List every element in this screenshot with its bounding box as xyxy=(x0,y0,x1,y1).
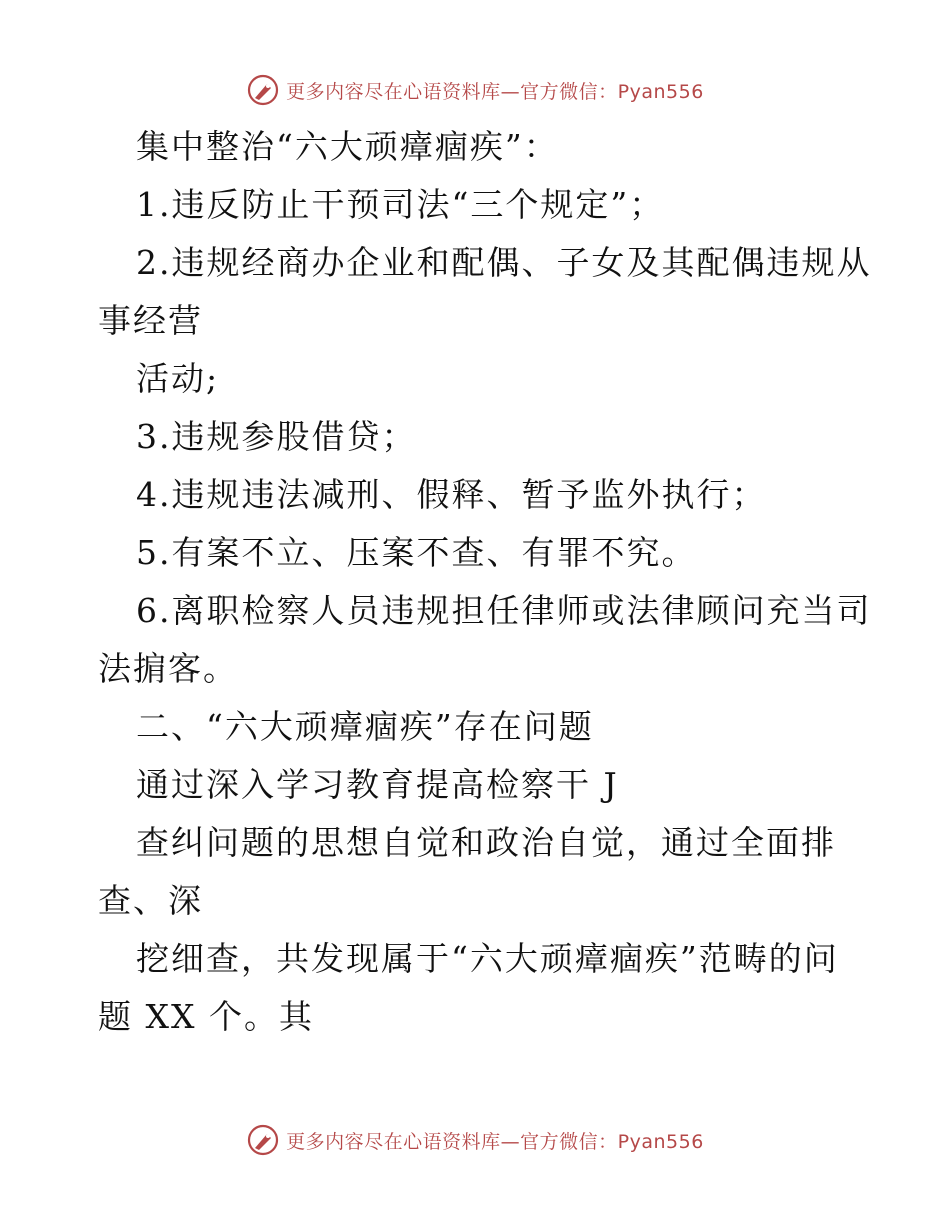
paragraph-line: 通过深入学习教育提高检察干 J xyxy=(136,765,619,804)
pen-nib-logo-icon xyxy=(246,1123,280,1157)
paragraph-line: 法掮客。 xyxy=(98,649,238,688)
paragraph-line: 1.违反防止干预司法“三个规定”； xyxy=(136,185,665,224)
paragraph-line: 2.违规经商办企业和配偶、子女及其配偶违规从 xyxy=(136,243,872,282)
watermark-text: 更多内容尽在心语资料库—官方微信：Pyan556 xyxy=(286,80,704,103)
section-heading: 二、“六大顽瘴痼疾”存在问题 xyxy=(136,707,594,746)
watermark-header xyxy=(0,70,950,110)
paragraph-line: 查、深 xyxy=(98,881,203,920)
paragraph-line: 6.离职检察人员违规担任律师或法律顾问充当司 xyxy=(136,591,872,630)
watermark-text: 更多内容尽在心语资料库—官方微信：Pyan556 xyxy=(286,1130,704,1153)
paragraph-line: 3.违规参股借贷； xyxy=(136,417,417,456)
paragraph-line: 事经营 xyxy=(98,301,203,340)
paragraph-line: 4.违规违法减刑、假释、暂予监外执行； xyxy=(136,475,767,514)
document-body xyxy=(98,118,872,1046)
paragraph-line: 挖细查，共发现属于“六大顽瘴痼疾”范畴的问 xyxy=(136,939,839,978)
paragraph-line: 5.有案不立、压案不查、有罪不究。 xyxy=(136,533,697,572)
pen-nib-logo-icon xyxy=(246,73,280,107)
paragraph-line: 查纠问题的思想自觉和政治自觉，通过全面排 xyxy=(136,823,836,862)
paragraph-line: 活动; xyxy=(136,359,220,398)
paragraph-line: 集中整治“六大顽瘴痼疾”： xyxy=(136,127,559,166)
paragraph-line: 题 XX 个。其 xyxy=(98,997,314,1036)
watermark-footer xyxy=(0,1120,950,1160)
